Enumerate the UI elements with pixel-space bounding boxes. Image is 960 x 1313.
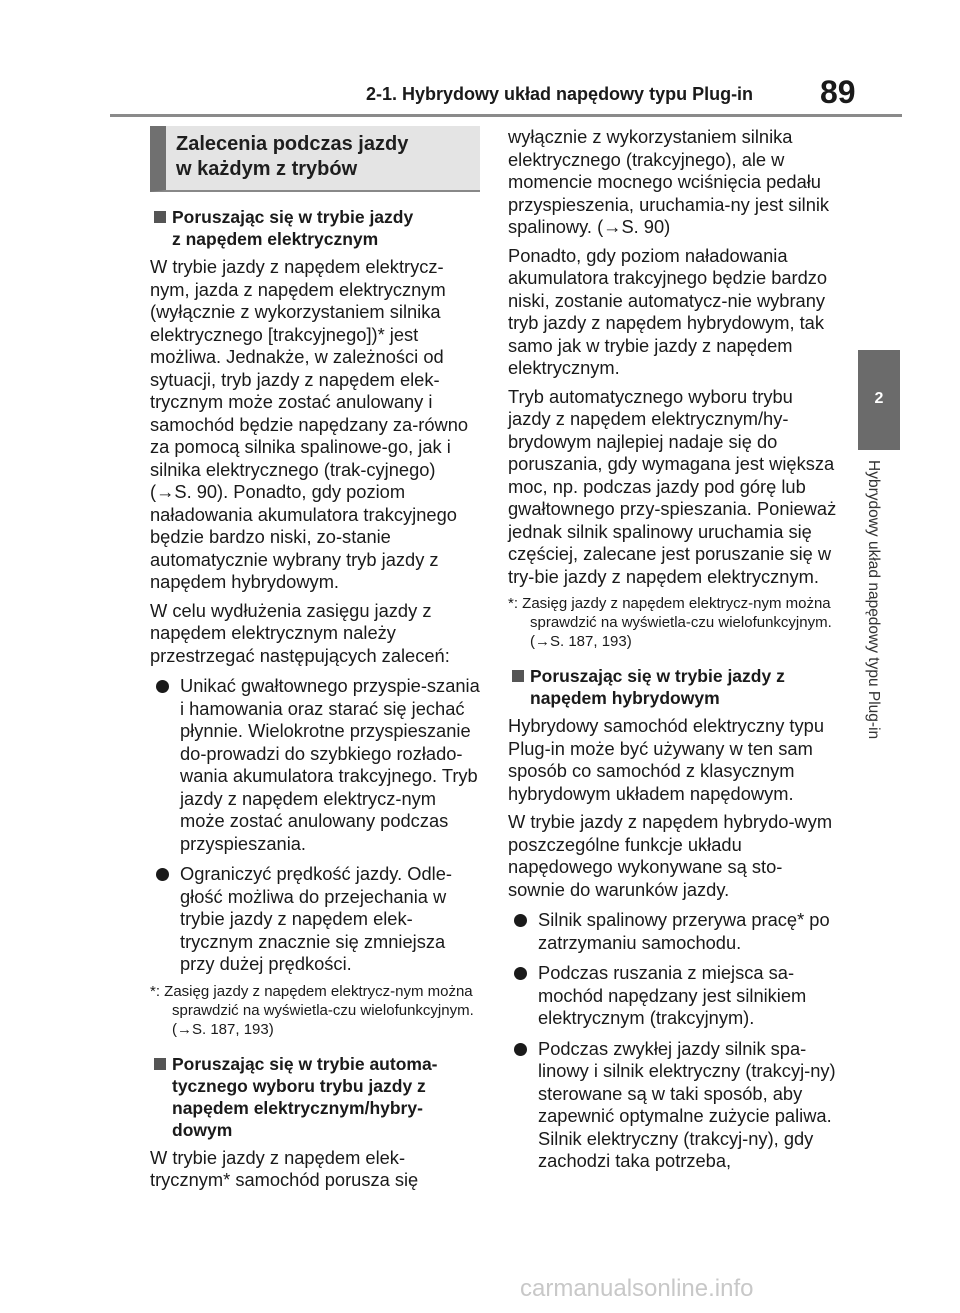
section-title-line-2: w każdym z trybów bbox=[176, 158, 358, 180]
paragraph: wyłącznie z wykorzystaniem silnika elektrycznego (trakcyjnego), ale w momencie mocnego wciśnięcia pedału przyspieszenia, uruchamia-ny jest silnik spalinowy. (→S. 90) bbox=[508, 126, 830, 237]
subheading-hybrid-mode: Poruszając się w trybie jazdy z napędem hybrydowym bbox=[508, 665, 838, 709]
header-rule bbox=[110, 114, 902, 117]
bullet-item: Podczas zwykłej jazdy silnik spa-linowy i silnik elektryczny (trakcyj-ny) sterowane są w taki sposób, aby zapewnić optymalne zużycie paliwa. Silnik elektryczny (trakcyj-ny), gdy zachodzi taka potrzeba, bbox=[508, 1038, 838, 1173]
footnote: *: Zasięg jazdy z napędem elektrycz-nym można sprawdzić na wyświetla-czu wielofunkcyjnym. (→S. 187, 193) bbox=[150, 982, 474, 1038]
chapter-tab-number: 2 bbox=[874, 390, 884, 407]
subheading-line-2: z napędem elektrycznym bbox=[172, 229, 379, 249]
bullet-item: Podczas ruszania z miejsca sa-mochód napędzany jest silnikiem elektrycznym (trakcyjnym). bbox=[508, 962, 838, 1030]
paragraph: W trybie jazdy z napędem elek-trycznym* samochód porusza się bbox=[150, 1146, 419, 1190]
subheading-auto-mode: Poruszając się w trybie automa-tycznego wyboru trybu jazdy z napędem elektrycznym/hybry-dowym bbox=[150, 1053, 480, 1141]
paragraph: Ponadto, gdy poziom naładowania akumulatora trakcyjnego będzie bardzo niski, zostanie automatycz-nie wybrany tryb jazdy z napędem hybrydowym, tak samo jak w trybie jazdy z napędem elektrycznym. bbox=[508, 244, 828, 378]
bullet-item: Unikać gwałtownego przyspie-szania i hamowania oraz starać się jechać płynnie. Wielokrotne przyspieszanie do-prowadzi do szybkiego rozłado-wania akumulatora trakcyjnego. Tryb jazdy z napędem elektrycz-nym może zostać anulowany podczas przyspieszania. bbox=[150, 675, 480, 855]
footnote: *: Zasięg jazdy z napędem elektrycz-nym można sprawdzić na wyświetla-czu wielofunkcyjnym. (→S. 187, 193) bbox=[508, 595, 832, 650]
chapter-tab-label: Hybrydowy układ napędowy typu Plug-in bbox=[865, 460, 882, 740]
section-title bbox=[150, 126, 480, 192]
paragraph: Hybrydowy samochód elektryczny typu Plug-in może być używany w ten sam sposób co samochód z klasycznym hybrydowym układem napędowym. bbox=[508, 715, 824, 804]
bullet-item: Ograniczyć prędkość jazdy. Odle-głość możliwa do przejechania w trybie jazdy z napędem elek-trycznym znacznie się zmniejsza przy dużej prędkości. bbox=[150, 863, 480, 976]
paragraph: W trybie jazdy z napędem hybrydo-wym poszczególne funkcje układu napędowego wykonywane są sto-sownie do warunków jazdy. bbox=[508, 811, 833, 900]
bullet-item: Silnik spalinowy przerywa pracę* po zatrzymaniu samochodu. bbox=[508, 909, 838, 954]
left-column bbox=[150, 126, 480, 1198]
right-column bbox=[508, 126, 838, 1179]
watermark: carmanualsonline.info bbox=[520, 1275, 754, 1302]
paragraph: W trybie jazdy z napędem elektrycz-nym, jazda z napędem elektrycznym (wyłącznie z wykorzystaniem silnika elektrycznego [trakcyjnego])* jest możliwa. Jednakże, w zależności od sytuacji, tryb jazdy z napędem elek-trycznym może zostać anulowany i samochód będzie napędzany za-równo za pomocą silnika spalinowe-go, jak i silnika elektrycznego (trak-cyjnego) (→S. 90). Ponadto, gdy poziom naładowania akumulatora trakcyjnego będzie bardzo niski, zo-stanie automatycznie wybrany tryb jazdy z napędem hybrydowym. bbox=[150, 256, 469, 592]
section-title-line-1: Zalecenia podczas jazdy bbox=[176, 133, 409, 155]
page-number: 89 bbox=[820, 74, 856, 110]
chapter-tab[interactable] bbox=[858, 350, 900, 450]
subheading-line-1: Poruszając się w trybie jazdy bbox=[172, 207, 414, 227]
paragraph: Tryb automatycznego wyboru trybu jazdy z napędem elektrycznym/hy-brydowym najlepiej nadaje się do poruszania, gdy wymagana jest większa moc, np. podczas jazdy pod górę lub gwałtownego przy-spieszania. Ponieważ jednak silnik spalinowy uruchamia się częściej, zalecane jest poruszanie się w try-bie jazdy z napędem elektrycznym. bbox=[508, 385, 837, 587]
subheading-electric-mode bbox=[150, 206, 480, 250]
paragraph: W celu wydłużenia zasięgu jazdy z napędem elektrycznym należy przestrzegać następujących zaleceń: bbox=[150, 599, 450, 666]
header-title: 2-1. Hybrydowy układ napędowy typu Plug-in bbox=[366, 84, 754, 104]
